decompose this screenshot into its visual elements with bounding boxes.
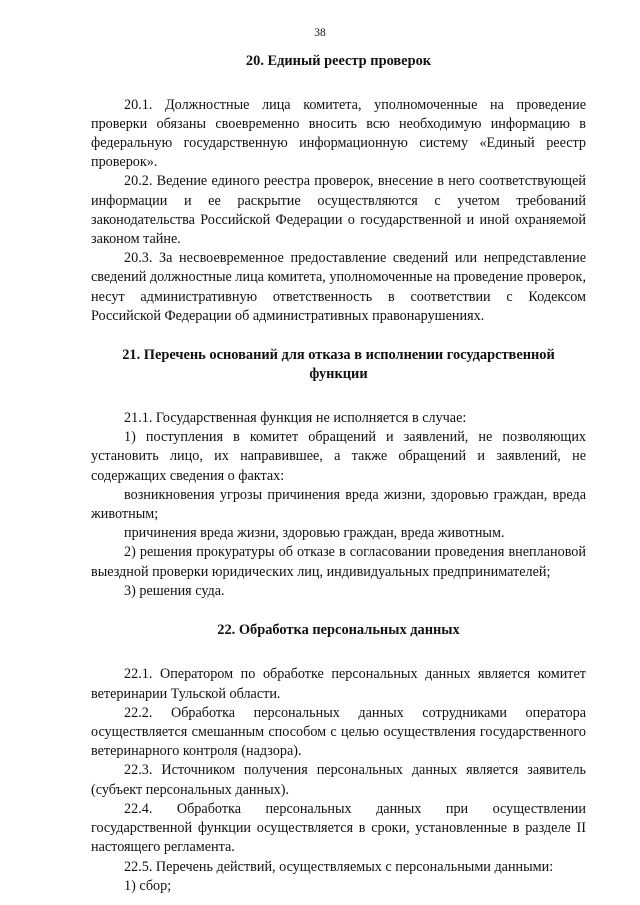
paragraph-20-3: 20.3. За несвоевременное предоставление сведений или непредставление сведений должностные лица комитета, уполномоченные на проведение проверок, несут административную ответственность в соответствии с Кодексом Российской Федерации об административных правонарушениях. bbox=[91, 250, 586, 324]
paragraph-22-5: 22.5. Перечень действий, осуществляемых с персональными данными: bbox=[124, 858, 554, 875]
paragraph-20-1: 20.1. Должностные лица комитета, уполномоченные на проведение проверки обязаны своевременно вносить всю необходимую информацию в федеральную государственную информационную систему «Единый реестр проверок». bbox=[91, 96, 586, 171]
paragraph-22-1: 22.1. Оператором по обработке персональных данных является комитет ветеринарии Тульской области. bbox=[91, 666, 586, 702]
paragraph-21-1: 21.1. Государственная функция не исполняется в случае: bbox=[124, 409, 467, 426]
paragraph-22-4: 22.4. Обработка персональных данных при осуществлении государственной функции осуществляется в сроки, установленные в разделе II настоящего регламента. bbox=[91, 800, 586, 856]
section-21-heading: 21. Перечень оснований для отказа в исполнении государственной функции bbox=[122, 346, 555, 383]
paragraph-21-1-item-1-a: возникновения угрозы причинения вреда жизни, здоровью граждан, вреда животным; bbox=[91, 486, 586, 522]
section-22-heading: 22. Обработка персональных данных bbox=[217, 621, 460, 638]
section-20-heading: 20. Единый реестр проверок bbox=[245, 53, 432, 69]
paragraph-21-1-item-1: 1) поступления в комитет обращений и заявлений, не позволяющих установить лицо, их направившее, а также обращений и заявлений, не содержащих сведения о фактах: bbox=[91, 429, 586, 484]
page-number: 38 bbox=[314, 27, 326, 39]
paragraph-21-1-item-3: 3) решения суда. bbox=[124, 582, 225, 599]
paragraph-22-5-item-1: 1) сбор; bbox=[124, 877, 172, 894]
paragraph-21-1-item-1-b: причинения вреда жизни, здоровью граждан, вреда животным. bbox=[124, 525, 505, 542]
paragraph-21-1-item-2: 2) решения прокуратуры об отказе в согласовании проведения внеплановой выездной проверки юридических лиц, индивидуальных предпринимателей; bbox=[91, 544, 586, 580]
paragraph-22-3: 22.3. Источником получения персональных данных является заявитель (субъект персональных данных). bbox=[91, 762, 586, 798]
paragraph-20-2: 20.2. Ведение единого реестра проверок, внесение в него соответствующей информации и ее раскрытие осуществляются с учетом требований законодательства Российской Федерации о государственной и иной охраняемой законом тайне. bbox=[91, 173, 586, 247]
document-body bbox=[91, 52, 586, 896]
paragraph-22-2: 22.2. Обработка персональных данных сотрудниками оператора осуществляется смешанным способом с целью осуществления государственного ветеринарного контроля (надзора). bbox=[91, 704, 586, 760]
